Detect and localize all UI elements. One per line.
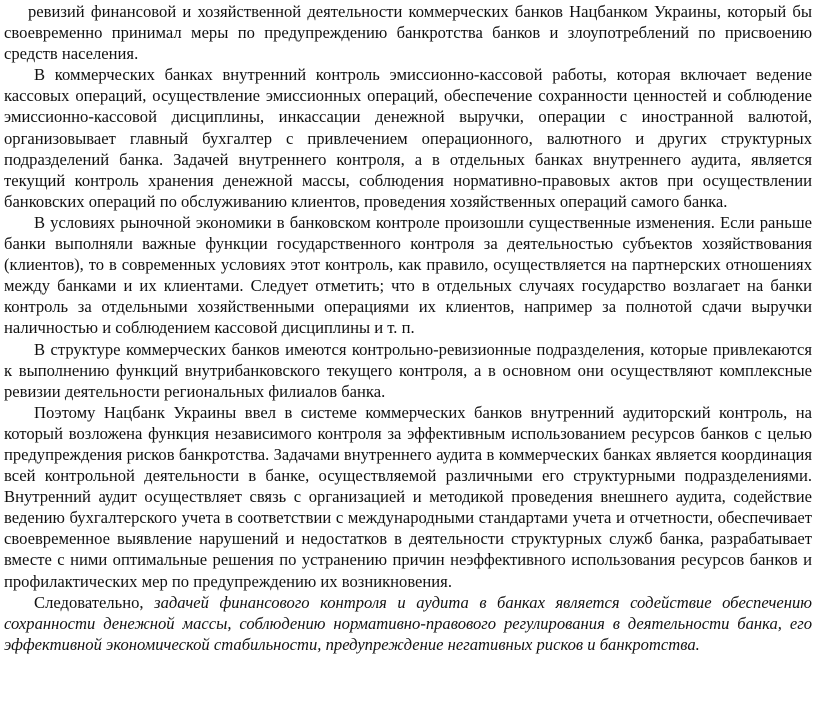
conclusion-italic-text: задачей финансового контроля и аудита в банках является содействие обеспечению сохранности денежной массы, соблюдению нормативно-правового регулирования в деятельности банка, его эффективной экономической стабильности, предупреждение негативных рисков и банкротства. [4,592,812,654]
paragraph-3: В условиях рыночной экономики в банковском контроле произошли существенные изменения. Если раньше банки выполняли важные функции государственного контроля за деятельностью субъектов хозяйствования (клиентов), то в современных условиях этот контроль, как правило, осуществляется на партнерских отношениях между банками и их клиентами. Следует отметить; что в отдельных случаях государство возлагает на банки контроль за отдельными хозяйственными операциями их клиентов, например за полнотой сдачи выручки наличностью и соблюдением кассовой дисциплины и т. п. [4,212,812,338]
paragraph-2: В коммерческих банках внутренний контроль эмиссионно-кассовой работы, которая включает ведение кассовых операций, осуществление эмиссионных операций, обеспечение сохранности ценностей и соблюдение эмиссионно-кассовой дисциплины, инкассации денежной выручки, операции с иностранной валютой, организовывает главный бухгалтер с привлечением операционного, валютного и других структурных подразделений банка. Задачей внутреннего контроля, а в отдельных банках внутреннего аудита, является текущий контроль хранения денежной массы, соблюдения нормативно-правовых актов при осуществлении банковских операций по обслуживанию клиентов, проведения хозяйственных операций самого банка. [4,65,812,211]
paragraph-1: ревизий финансовой и хозяйственной деятельности коммерческих банков Нацбанком Украины, который бы своевременно принимал меры по предупреждению банкротства банков и злоупотреблений по присвоению средств населения. [4,2,812,64]
conclusion-lead: Следовательно, [34,592,155,612]
paragraph-5: Поэтому Нацбанк Украины ввел в системе коммерческих банков внутренний аудиторский контроль, на который возложена функция независимого контроля за эффективным использованием ресурсов банков с целью предупреждения рисков банкротства. Задачами внутреннего аудита в коммерческих банках является координация всей контрольной деятельности в банке, осуществляемой различными его структурными подразделениями. Внутренний аудит осуществляет связь с организацией и методикой проведения внешнего аудита, содействие ведению бухгалтерского учета в соответствии с международными стандартами учета и отчетности, обеспечивает своевременное выявление нарушений и недостатков в деятельности структурных служб банка, разрабатывает вместе с ними оптимальные решения по устранению причин неэффективного использования ресурсов банков и профилактических мер по предупреждению их возникновения. [4,402,812,591]
paragraph-6-conclusion [4,592,812,655]
paragraph-4: В структуре коммерческих банков имеются контрольно-ревизионные подразделения, которые привлекаются к выполнению функций внутрибанковского текущего контроля, а в основном они осуществляют комплексные ревизии деятельности региональных филиалов банка. [4,339,812,401]
